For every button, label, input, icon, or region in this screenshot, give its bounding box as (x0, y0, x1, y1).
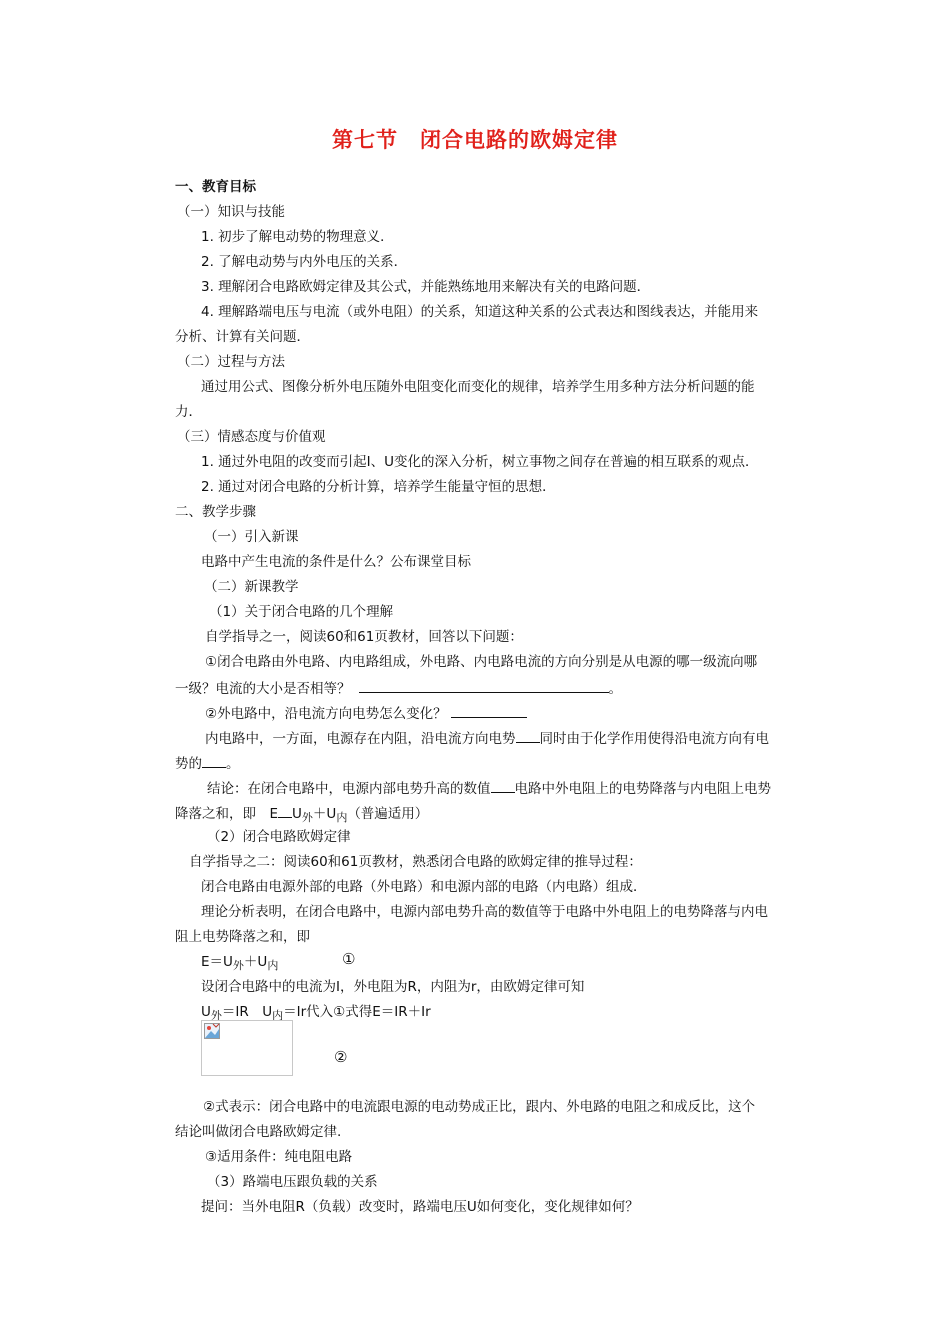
answer-blank-4[interactable] (202, 753, 226, 768)
subsection-knowledge-heading: （一）知识与技能 (177, 204, 285, 220)
question-3-end: 。 (226, 756, 240, 772)
eq2-IR-U: ＝IR U (221, 1004, 273, 1020)
applicable-condition: ③适用条件：纯电阻电路 (205, 1149, 353, 1165)
eq1-subscript-out: 外 (232, 959, 244, 972)
equation-1 (201, 953, 278, 975)
question-3-text-a: 内电路中，一方面，电源存在内阻，沿电流方向电势 (205, 731, 516, 747)
equation-1-number: ① (342, 950, 356, 968)
part2-text-1: 闭合电路由电源外部的电路（外电路）和电源内部的电路（内电路）组成． (201, 879, 647, 895)
eq2-U: U (201, 1004, 211, 1020)
answer-blank-6[interactable] (278, 803, 292, 818)
question-2-text: ②外电路中，沿电流方向电势怎么变化？ (205, 706, 447, 722)
conclusion-line1 (207, 778, 771, 798)
answer-blank-5[interactable] (491, 778, 515, 793)
question-1-text: 一级？电流的大小是否相等？ (175, 681, 351, 697)
intro-heading: （一）引入新课 (204, 529, 299, 545)
page-title: 第七节 闭合电路的欧姆定律 (332, 128, 618, 152)
question-3-text-c: 势的 (175, 756, 202, 772)
question-3-text-b: 同时由于化学作用使得沿电流方向有电 (539, 731, 769, 747)
objective-item-4-line2: 分析、计算有关问题． (175, 329, 310, 345)
objective-item-2: 2. 了解电动势与内外电压的关系． (201, 254, 408, 270)
conclusion-text-b: 电路中外电阻上的电势降落与内电阻上电势 (514, 781, 771, 797)
equation-image-placeholder (201, 1020, 293, 1076)
part3-heading: （3）路端电压跟负载的关系 (207, 1174, 378, 1190)
question-3-line1 (205, 728, 769, 748)
part1-heading: （1）关于闭合电路的几个理解 (209, 604, 394, 620)
objective-item-1: 1. 初步了解电动势的物理意义． (201, 229, 394, 245)
conclusion-text-c: 降落之和，即 (175, 806, 270, 822)
conclusion-line2 (175, 803, 428, 827)
answer-blank-3[interactable] (516, 728, 540, 743)
formula-U: U (292, 806, 302, 822)
question-3-line2 (175, 753, 240, 773)
values-item-2: 2. 通过对闭合电路的分析计算，培养学生能量守恒的思想． (201, 479, 556, 495)
formula-note: （普遍适用） (347, 806, 429, 822)
eq2-rest: ＝Ir代入①式得E＝IR＋Ir (283, 1004, 431, 1020)
section-heading-1: 一、教育目标 (175, 179, 256, 195)
eq2-subscript-in: 内 (272, 1009, 284, 1022)
formula-E: E (269, 806, 279, 822)
part2-text-3: 设闭合电路中的电流为I，外电阻为R，内阻为r，由欧姆定律可知 (201, 979, 585, 995)
eq1-subscript-in: 内 (267, 959, 279, 972)
part2-heading: （2）闭合电路欧姆定律 (207, 829, 351, 845)
eq1-plus-U: ＋U (243, 954, 268, 970)
part3-question: 提问：当外电阻R（负载）改变时，路端电压U如何变化，变化规律如何？ (201, 1199, 639, 1215)
conclusion-text-a: 结论：在闭合电路中，电源内部电势升高的数值 (207, 781, 491, 797)
question-1-end: 。 (608, 681, 622, 697)
section-heading-2: 二、教学步骤 (175, 504, 256, 520)
formula-plus-U: ＋U (312, 806, 337, 822)
part2-text-2-line1: 理论分析表明，在闭合电路中，电源内部电势升高的数值等于电路中外电阻上的电势降落与内电 (201, 904, 768, 920)
subscript-out: 外 (301, 811, 313, 824)
subscript-in: 内 (336, 811, 348, 824)
question-1-line2 (175, 678, 622, 698)
answer-blank-1[interactable] (359, 678, 609, 693)
eq1-lhs: E＝U (201, 954, 233, 970)
part2-text-4-line1: ②式表示：闭合电路中的电流跟电源的电动势成正比，跟内、外电路的电阻之和成反比，这个 (203, 1099, 756, 1115)
self-study-guide-2: 自学指导之二：阅读60和61页教材，熟悉闭合电路的欧姆定律的推导过程： (189, 854, 642, 870)
answer-blank-2[interactable] (451, 703, 527, 718)
subsection-process-heading: （二）过程与方法 (177, 354, 285, 370)
part2-text-2-line2: 阻上电势降落之和，即 (175, 929, 310, 945)
objective-item-4-line1: 4. 理解路端电压与电流（或外电阻）的关系，知道这种关系的公式表达和图线表达，并能用来 (201, 304, 759, 320)
eq2-subscript-out: 外 (210, 1009, 222, 1022)
objective-item-3: 3. 理解闭合电路欧姆定律及其公式，并能熟练地用来解决有关的电路问题． (201, 279, 651, 295)
intro-text: 电路中产生电流的条件是什么？公布课堂目标 (201, 554, 471, 570)
process-text-line2: 力． (175, 404, 202, 420)
broken-image-icon (204, 1023, 220, 1039)
question-1-line1: ①闭合电路由外电路、内电路组成，外电路、内电路电流的方向分别是从电源的哪一级流向哪 (205, 654, 758, 670)
question-2 (205, 703, 527, 723)
new-lesson-heading: （二）新课教学 (204, 579, 299, 595)
equation-2-number: ② (334, 1048, 348, 1066)
values-item-1: 1. 通过外电阻的改变而引起I、U变化的深入分析，树立事物之间存在普遍的相互联系的观点． (201, 454, 759, 470)
self-study-guide-1: 自学指导之一，阅读60和61页教材，回答以下问题： (205, 629, 523, 645)
part2-text-4-line2: 结论叫做闭合电路欧姆定律. (175, 1124, 342, 1140)
process-text-line1: 通过用公式、图像分析外电压随外电阻变化而变化的规律，培养学生用多种方法分析问题的能 (201, 379, 755, 395)
subsection-values-heading: （三）情感态度与价值观 (177, 429, 326, 445)
